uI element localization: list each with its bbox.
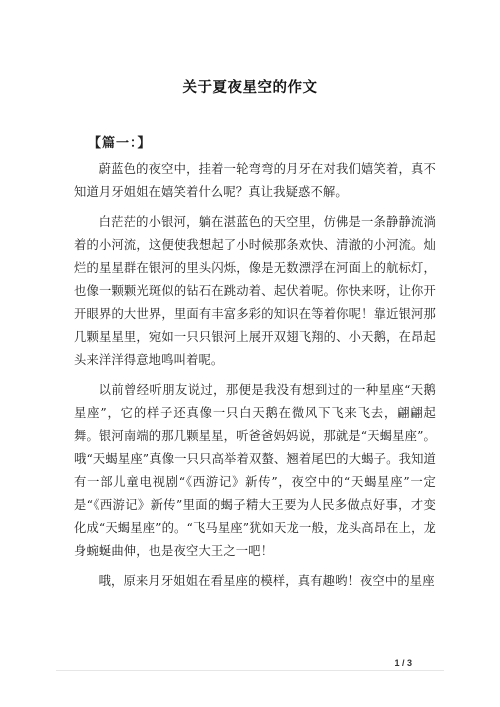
page-number: 1 / 3 [394,658,412,668]
page-footer [0,658,500,690]
document-title: 关于夏夜星空的作文 [182,79,318,96]
document-body [74,158,436,600]
paragraph: 蔚蓝色的夜空中，挂着一轮弯弯的月牙在对我们嬉笑着，真不知道月牙姐姐在嬉笑着什么呢？真让我疑惑不解。 [74,162,436,199]
paragraph: 以前曾经听朋友说过，那便是我没有想到过的一种星座“天鹅星座”，它的样子还真像一只白天鹅在微风下飞来飞去，翩翩起舞。银河南端的那几颗星星，听爸爸妈妈说，那就是“天蝎星座”。哦“天蝎星座”真像一只只高举着双螯、翘着尾巴的大蝎子。我知道有一部儿童电视剧“《西游记》新传”，夜空中的“天蝎星座”一定是“《西游记》新传”里面的蝎子精大王要为人民多做点好事，才变化成“天蝎星座”的。“飞马星座”犹如天龙一般，龙头高昂在上，龙身蜿蜒曲伸，也是夜空大王之一吧！ [74,383,436,558]
section-label: 【篇一：】 [88,136,152,151]
footer-divider [56,670,444,671]
paragraph: 白茫茫的小银河，躺在湛蓝色的天空里，仿佛是一条静静流淌着的小河流，这便使我想起了小时候那条欢快、清澈的小河流。灿烂的星星群在银河的里头闪烁，像是无数漂浮在河面上的航标灯，也像一颗颗光斑似的钻石在跳动着、起伏着呢。你快来呀，让你开开眼界的大世界，里面有丰富多彩的知识在等着你呢！靠近银河那几颗星星里，宛如一只只银河上展开双翅飞翔的、小天鹅，在昂起头来洋洋得意地鸣叫着呢。 [74,215,436,367]
paragraph: 哦，原来月牙姐姐在看星座的模样，真有趣哟！夜空中的星座 [98,574,435,588]
